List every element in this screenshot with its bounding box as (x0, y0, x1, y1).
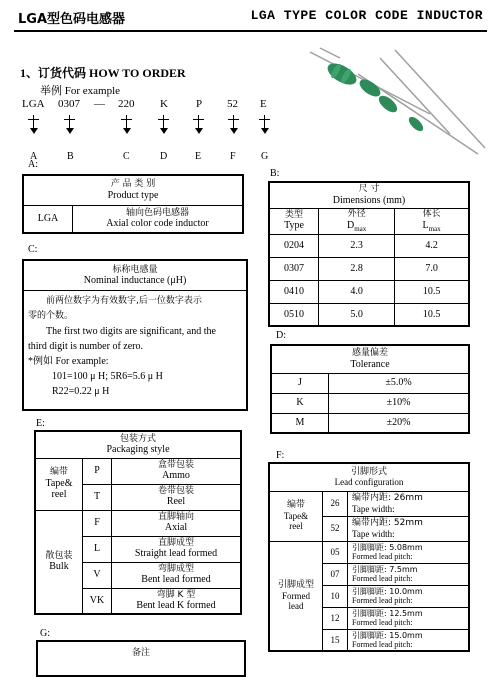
lead-formed-en: Formed (282, 590, 310, 601)
letter-b: B (67, 151, 74, 162)
nominal-example-1: 101=100 μ H; 5R6=5.6 μ H (52, 371, 163, 382)
dimensions-header-en: Dimensions (mm) (332, 194, 406, 206)
lead-desc (348, 629, 470, 651)
lead-code: 26 (323, 491, 348, 516)
nominal-inductance-header-cn: 标称电感量 (112, 265, 158, 275)
table-row (269, 280, 469, 303)
tolerance-header-en: Tolerance (350, 358, 390, 370)
col-type-header (269, 208, 319, 234)
tolerance-table (270, 344, 470, 434)
section-g-label: G: (40, 628, 50, 639)
how-to-order-title: 1、订货代码 HOW TO ORDER (20, 66, 186, 80)
lead-formed-cn: 引脚成型 (277, 580, 314, 591)
col-l-sub: max (428, 224, 441, 233)
arrow-down-icon (28, 115, 40, 135)
dim-d: 5.0 (319, 303, 395, 326)
arrow-down-icon (259, 115, 271, 135)
inductor-body-large (324, 59, 360, 89)
header-right-title: LGA TYPE COLOR CODE INDUCTOR (250, 8, 483, 23)
lead-code: 52 (323, 516, 348, 541)
code-part-lead: 52 (227, 98, 238, 110)
packaging-code: V (83, 562, 112, 588)
arrow-down-icon (121, 115, 133, 135)
lead-desc-cn: 引脚脚距: 15.0mm (352, 630, 423, 640)
lead-desc-en: Tape width: (352, 528, 395, 539)
dim-l: 10.5 (395, 303, 469, 326)
code-part-note: E (260, 98, 267, 110)
lead-desc (348, 541, 470, 563)
packaging-bulk-en: Bulk (49, 561, 69, 573)
col-type-cn: 类型 (284, 210, 303, 221)
lead-desc-en: Tape width: (352, 503, 395, 514)
col-l-header (395, 208, 469, 234)
lead-desc-en: Formed lead pitch: (352, 618, 413, 627)
letter-c: C (123, 151, 130, 162)
packaging-desc (112, 562, 242, 588)
packaging-header-cn: 包装方式 (119, 433, 156, 444)
lead-desc-cn: 编带内距: 26mm (352, 493, 423, 504)
product-type-desc-en: Axial color code inductor (106, 218, 209, 230)
lead-desc-en: Formed lead pitch: (352, 552, 413, 561)
packaging-bulk-group (35, 510, 83, 614)
packaging-bulk-cn: 散包装 (45, 550, 73, 561)
product-type-desc-cn: 轴向色码电感器 (125, 207, 189, 218)
section-c-label: C: (28, 244, 38, 255)
inductor-photo (300, 44, 490, 162)
packaging-tape-cn: 编带 (49, 467, 68, 478)
lead-desc (348, 585, 470, 607)
nominal-example-2: R22=0.22 μ H (52, 386, 110, 397)
col-type-en: Type (284, 220, 304, 232)
lead-desc-en: Formed lead pitch: (352, 574, 413, 583)
dim-d: 4.0 (319, 280, 395, 303)
table-row (269, 257, 469, 280)
tolerance-header-cn: 感量偏差 (351, 348, 388, 359)
packaging-desc-en: Ammo (162, 470, 190, 482)
header-divider (14, 30, 487, 32)
header-left-title: LGA型色码电感器 (18, 12, 126, 27)
product-type-table (22, 174, 244, 234)
packaging-code: VK (83, 588, 112, 614)
packaging-table (34, 430, 242, 615)
table-row (35, 510, 241, 536)
product-type-desc (73, 205, 244, 233)
col-d-sub: max (354, 224, 367, 233)
nominal-text-en-1: The first two digits are significant, and the (46, 326, 216, 337)
dimensions-table (268, 181, 470, 327)
tolerance-value: ±10% (329, 393, 470, 413)
lead-config-header-cn: 引脚形式 (350, 466, 387, 477)
lead-desc-cn: 引脚脚距: 5.08mm (352, 542, 423, 552)
tolerance-code: J (271, 373, 329, 393)
table-row (269, 541, 469, 563)
code-part-size: 0307 (58, 98, 80, 110)
tolerance-code: K (271, 393, 329, 413)
lead-desc-cn: 编带内距: 52mm (352, 518, 423, 529)
letter-g: G (261, 151, 269, 162)
lead-desc-cn: 引脚脚距: 10.0mm (352, 586, 423, 596)
lead-code: 10 (323, 585, 348, 607)
section-a-label: A: (28, 159, 38, 170)
section-d-label: D: (276, 330, 286, 341)
lead-code: 07 (323, 563, 348, 585)
packaging-desc-cn: 盒带包装 (157, 460, 194, 471)
lead-formed-group (269, 541, 323, 651)
example-label: 举例 For example (40, 85, 121, 97)
lead-desc-en: Formed lead pitch: (352, 639, 413, 649)
arrow-down-icon (64, 115, 76, 135)
section-f-label: F: (276, 450, 285, 461)
packaging-header (35, 431, 241, 458)
product-type-header (23, 175, 243, 205)
nominal-example-label: *例如 For example: (28, 356, 109, 367)
packaging-code: F (83, 510, 112, 536)
note-box (36, 640, 246, 677)
letter-a: A (30, 151, 38, 162)
dim-type: 0410 (269, 280, 319, 303)
nominal-text-cn-1: 前两位数字为有效数字,后一位数字表示 (46, 296, 202, 306)
lead-config-table (268, 462, 470, 652)
lead-code: 15 (323, 629, 348, 651)
lead-formed-en2: lead (288, 600, 304, 611)
lead-config-header (269, 463, 469, 491)
lead-desc (348, 516, 470, 541)
section-b-label: B: (270, 168, 280, 179)
code-part-dash: — (94, 98, 105, 110)
packaging-desc-cn: 直脚成型 (157, 538, 194, 549)
lead-desc (348, 563, 470, 585)
lead-tape-en: Tape& (283, 510, 309, 521)
packaging-desc-cn: 直脚轴向 (157, 512, 194, 523)
tolerance-code: M (271, 413, 329, 433)
table-row (35, 458, 241, 484)
packaging-tape-group (35, 458, 83, 510)
dim-type: 0510 (269, 303, 319, 326)
lead-tape-en2: reel (289, 521, 303, 532)
col-d-cn: 外径 (347, 209, 366, 220)
arrow-down-icon (193, 115, 205, 135)
dim-l: 10.5 (395, 280, 469, 303)
note-header-cn: 备注 (131, 648, 150, 658)
packaging-desc-cn: 弯脚 K 型 (156, 589, 196, 600)
lead-tape-group (269, 491, 323, 541)
product-type-code: LGA (23, 205, 73, 233)
dim-l: 4.2 (395, 234, 469, 257)
lead-desc (348, 491, 470, 516)
table-row (269, 234, 469, 257)
packaging-desc-en: Axial (164, 522, 188, 534)
letter-d: D (160, 151, 168, 162)
col-l-cn: 体长 (422, 209, 441, 220)
nominal-inductance-box (22, 259, 248, 411)
packaging-desc (112, 484, 242, 510)
packaging-desc (112, 588, 242, 614)
dimensions-header (269, 182, 469, 208)
letter-e: E (195, 151, 202, 162)
table-row (271, 413, 469, 433)
lead-desc-en: Formed lead pitch: (352, 596, 413, 605)
packaging-desc-en: Bent lead formed (141, 574, 211, 586)
packaging-desc-cn: 卷带包装 (157, 486, 194, 497)
dimensions-header-cn: 尺 寸 (358, 184, 380, 195)
lead-desc (348, 607, 470, 629)
packaging-code: T (83, 484, 112, 510)
lead-desc-cn: 引脚脚距: 12.5mm (352, 608, 423, 618)
code-part-lga: LGA (22, 98, 45, 110)
packaging-code: P (83, 458, 112, 484)
col-d-header (319, 208, 395, 234)
packaging-desc-en: Straight lead formed (134, 548, 218, 560)
dim-l: 7.0 (395, 257, 469, 280)
dim-d: 2.3 (319, 234, 395, 257)
code-part-inductance: 220 (118, 98, 135, 110)
lead-tape-cn: 编带 (286, 500, 305, 511)
tolerance-value: ±20% (329, 413, 470, 433)
tolerance-header (271, 345, 469, 373)
letter-f: F (230, 151, 236, 162)
section-e-label: E: (36, 418, 45, 429)
packaging-desc (112, 536, 242, 562)
lead-code: 05 (323, 541, 348, 563)
product-type-header-en: Product type (107, 189, 159, 201)
packaging-tape-en2: reel (51, 489, 67, 501)
packaging-desc (112, 510, 242, 536)
dim-type: 0307 (269, 257, 319, 280)
dim-type: 0204 (269, 234, 319, 257)
lead-desc-cn: 引脚脚距: 7.5mm (352, 564, 418, 574)
table-row (271, 373, 469, 393)
tolerance-value: ±5.0% (329, 373, 470, 393)
nominal-inductance-header-en: Nominal inductance (μH) (83, 275, 187, 286)
dim-d: 2.8 (319, 257, 395, 280)
lead-code: 12 (323, 607, 348, 629)
col-d-en: D (346, 219, 355, 231)
nominal-inductance-header (24, 261, 246, 291)
packaging-tape-en: Tape& (45, 477, 73, 489)
col-l-en: L (422, 219, 429, 231)
packaging-header-en: Packaging style (106, 444, 170, 456)
packaging-code: L (83, 536, 112, 562)
arrow-down-icon (158, 115, 170, 135)
nominal-text-en-2: third digit is number of zero. (28, 341, 143, 352)
product-type-header-cn: 产 品 类 别 (110, 179, 156, 190)
table-row (269, 303, 469, 326)
nominal-text-cn-2: 零的个数。 (28, 311, 74, 321)
code-part-tolerance: K (160, 98, 168, 110)
packaging-desc-cn: 弯脚成型 (157, 564, 194, 575)
lead-config-header-en: Lead configuration (334, 477, 404, 488)
table-row (269, 491, 469, 516)
packaging-desc-en: Bent lead K formed (136, 600, 216, 612)
packaging-desc-en: Reel (166, 496, 186, 508)
arrow-down-icon (228, 115, 240, 135)
code-part-packaging: P (196, 98, 203, 110)
table-row (271, 393, 469, 413)
packaging-desc (112, 458, 242, 484)
